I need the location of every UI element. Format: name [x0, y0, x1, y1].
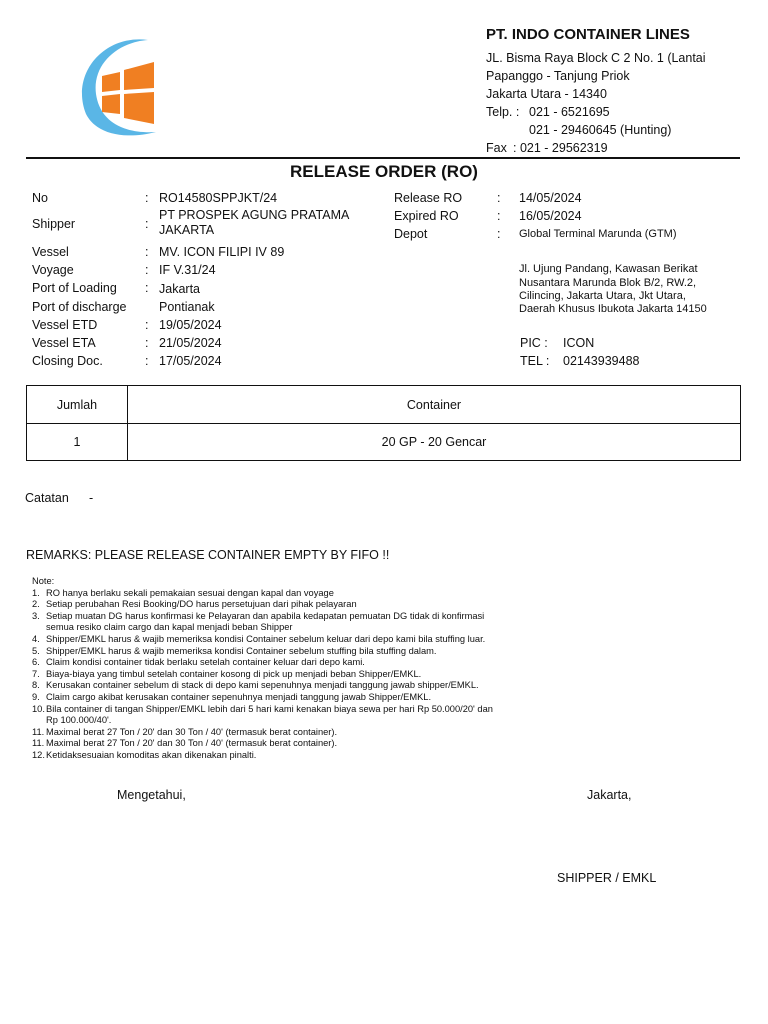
- colon: :: [145, 263, 149, 277]
- note-item: 11. Maximal berat 27 Ton / 20' dan 30 Ton / 40' (termasuk berat container).: [32, 726, 338, 737]
- release-ro-label: Release RO: [394, 191, 463, 205]
- mengetahui-label: Mengetahui,: [117, 788, 186, 802]
- catatan-value: -: [89, 491, 94, 505]
- vessel-label: Vessel: [32, 245, 69, 259]
- depot-label: Depot: [394, 227, 428, 241]
- colon: :: [145, 245, 149, 259]
- no-value: RO14580SPPJKT/24: [159, 191, 278, 205]
- vessel-eta-value: 21/05/2024: [159, 336, 222, 350]
- note-item: 12.Ketidaksesuaian komoditas akan dikenakan pinalti.: [32, 749, 257, 760]
- jumlah-header: Jumlah: [27, 386, 128, 424]
- depot-address-line-2: Nusantara Marunda Blok B/2, RW.2,: [519, 277, 697, 289]
- port-loading-value: Jakarta: [159, 282, 200, 296]
- colon: :: [497, 191, 501, 205]
- note-item-continuation: Rp 100.000/40'.: [46, 715, 112, 726]
- expired-ro-value: 16/05/2024: [519, 209, 582, 223]
- colon: :: [145, 336, 149, 350]
- shipper-value-line1: PT PROSPEK AGUNG PRATAMA: [159, 208, 350, 222]
- colon: :: [145, 281, 149, 295]
- container-header: Container: [128, 386, 741, 424]
- address-line-2: Papanggo - Tanjung Priok: [486, 69, 630, 83]
- jakarta-label: Jakarta,: [587, 788, 632, 802]
- tel-value: 02143939488: [563, 354, 640, 368]
- address-line-1: JL. Bisma Raya Block C 2 No. 1 (Lantai: [486, 51, 706, 65]
- note-item: 2. Setiap perubahan Resi Booking/DO harus persetujuan dari pihak pelayaran: [32, 599, 357, 610]
- note-item: 5. Shipper/EMKL harus & wajib memeriksa kondisi Container sebelum stuffing bila stuffing dalam.: [32, 645, 437, 656]
- note-item: 1. RO hanya berlaku sekali pemakaian sesuai dengan kapal dan voyage: [32, 587, 334, 598]
- no-label: No: [32, 191, 48, 205]
- notes-block: [32, 576, 493, 762]
- expired-ro-label: Expired RO: [394, 209, 459, 223]
- depot-address-line-3: Cilincing, Jakarta Utara, Jkt Utara,: [519, 290, 686, 302]
- table-row: [27, 424, 741, 461]
- telp-1: 021 - 6521695: [529, 105, 610, 119]
- colon: :: [497, 209, 501, 223]
- jumlah-cell: 1: [27, 424, 128, 461]
- container-cell: 20 GP - 20 Gencar: [128, 424, 741, 461]
- note-item: 10.Bila container di tangan Shipper/EMKL lebih dari 5 hari kami kenakan biaya sewa per hari Rp 50.000/20' dan: [32, 703, 493, 714]
- fax-label: Fax: [486, 141, 507, 155]
- pic-value: ICON: [563, 336, 595, 350]
- closing-doc-value: 17/05/2024: [159, 354, 222, 368]
- port-discharge-label: Port of discharge: [32, 300, 127, 314]
- colon: :: [145, 354, 149, 368]
- note-item: 7. Biaya-biaya yang timbul setelah container kosong di pick up menjadi beban Shipper/EMKL.: [32, 668, 422, 679]
- shipper-emkl-label: SHIPPER / EMKL: [557, 871, 657, 885]
- catatan-label: Catatan: [25, 491, 69, 505]
- note-item-continuation: semua resiko claim cargo dan kapal menjadi beban Shipper: [46, 622, 293, 633]
- note-item: 6. Claim kondisi container tidak berlaku setelah container keluar dari depo kami.: [32, 657, 365, 668]
- colon: :: [497, 227, 501, 241]
- colon: :: [145, 217, 149, 231]
- telp-2: 021 - 29460645 (Hunting): [529, 123, 672, 137]
- address-line-3: Jakarta Utara - 14340: [486, 87, 607, 101]
- telp-label: Telp. :: [486, 105, 520, 119]
- company-name: PT. INDO CONTAINER LINES: [486, 26, 690, 43]
- depot-address-line-4: Daerah Khusus Ibukota Jakarta 14150: [519, 303, 707, 315]
- note-item: 4. Shipper/EMKL harus & wajib memeriksa kondisi Container sebelum keluar dari depo kami bila stuffing luar.: [32, 633, 486, 644]
- voyage-value: IF V.31/24: [159, 263, 216, 277]
- shipper-label: Shipper: [32, 217, 76, 231]
- company-logo: [74, 34, 170, 142]
- voyage-label: Voyage: [32, 263, 74, 277]
- remarks: REMARKS: PLEASE RELEASE CONTAINER EMPTY BY FIFO !!: [26, 548, 390, 562]
- port-loading-label: Port of Loading: [32, 281, 117, 295]
- vessel-eta-label: Vessel ETA: [32, 336, 96, 350]
- depot-address-line-1: Jl. Ujung Pandang, Kawasan Berikat: [519, 263, 698, 275]
- vessel-value: MV. ICON FILIPI IV 89: [159, 245, 285, 259]
- header-divider: [26, 157, 740, 159]
- pic-label: PIC :: [520, 336, 548, 350]
- container-table: [26, 385, 741, 461]
- table-header-row: [27, 386, 741, 424]
- note-item: 11. Maximal berat 27 Ton / 20' dan 30 Ton / 40' (termasuk berat container).: [32, 738, 338, 749]
- note-item: 8. Kerusakan container sebelum di stack di depo kami sepenuhnya menjadi tanggung jawab shipper/EMKL.: [32, 680, 479, 691]
- note-item: 9. Claim cargo akibat kerusakan container sepenuhnya menjadi tanggung jawab Shipper/EMKL.: [32, 691, 432, 702]
- port-discharge-value: Pontianak: [159, 300, 215, 314]
- notes-title: Note:: [32, 576, 55, 586]
- closing-doc-label: Closing Doc.: [32, 354, 103, 368]
- shipper-value-line2: JAKARTA: [159, 223, 215, 237]
- fax-value: : 021 - 29562319: [513, 141, 608, 155]
- colon: :: [145, 318, 149, 332]
- vessel-etd-value: 19/05/2024: [159, 318, 222, 332]
- depot-value: Global Terminal Marunda (GTM): [519, 228, 677, 240]
- document-title: RELEASE ORDER (RO): [290, 162, 478, 181]
- release-ro-value: 14/05/2024: [519, 191, 582, 205]
- vessel-etd-label: Vessel ETD: [32, 318, 98, 332]
- colon: :: [145, 191, 149, 205]
- note-item: 3. Setiap muatan DG harus konfirmasi ke Pelayaran dan apabila kedapatan pemuatan DG tidak di konfirmasi: [32, 610, 485, 621]
- tel-label: TEL :: [520, 354, 550, 368]
